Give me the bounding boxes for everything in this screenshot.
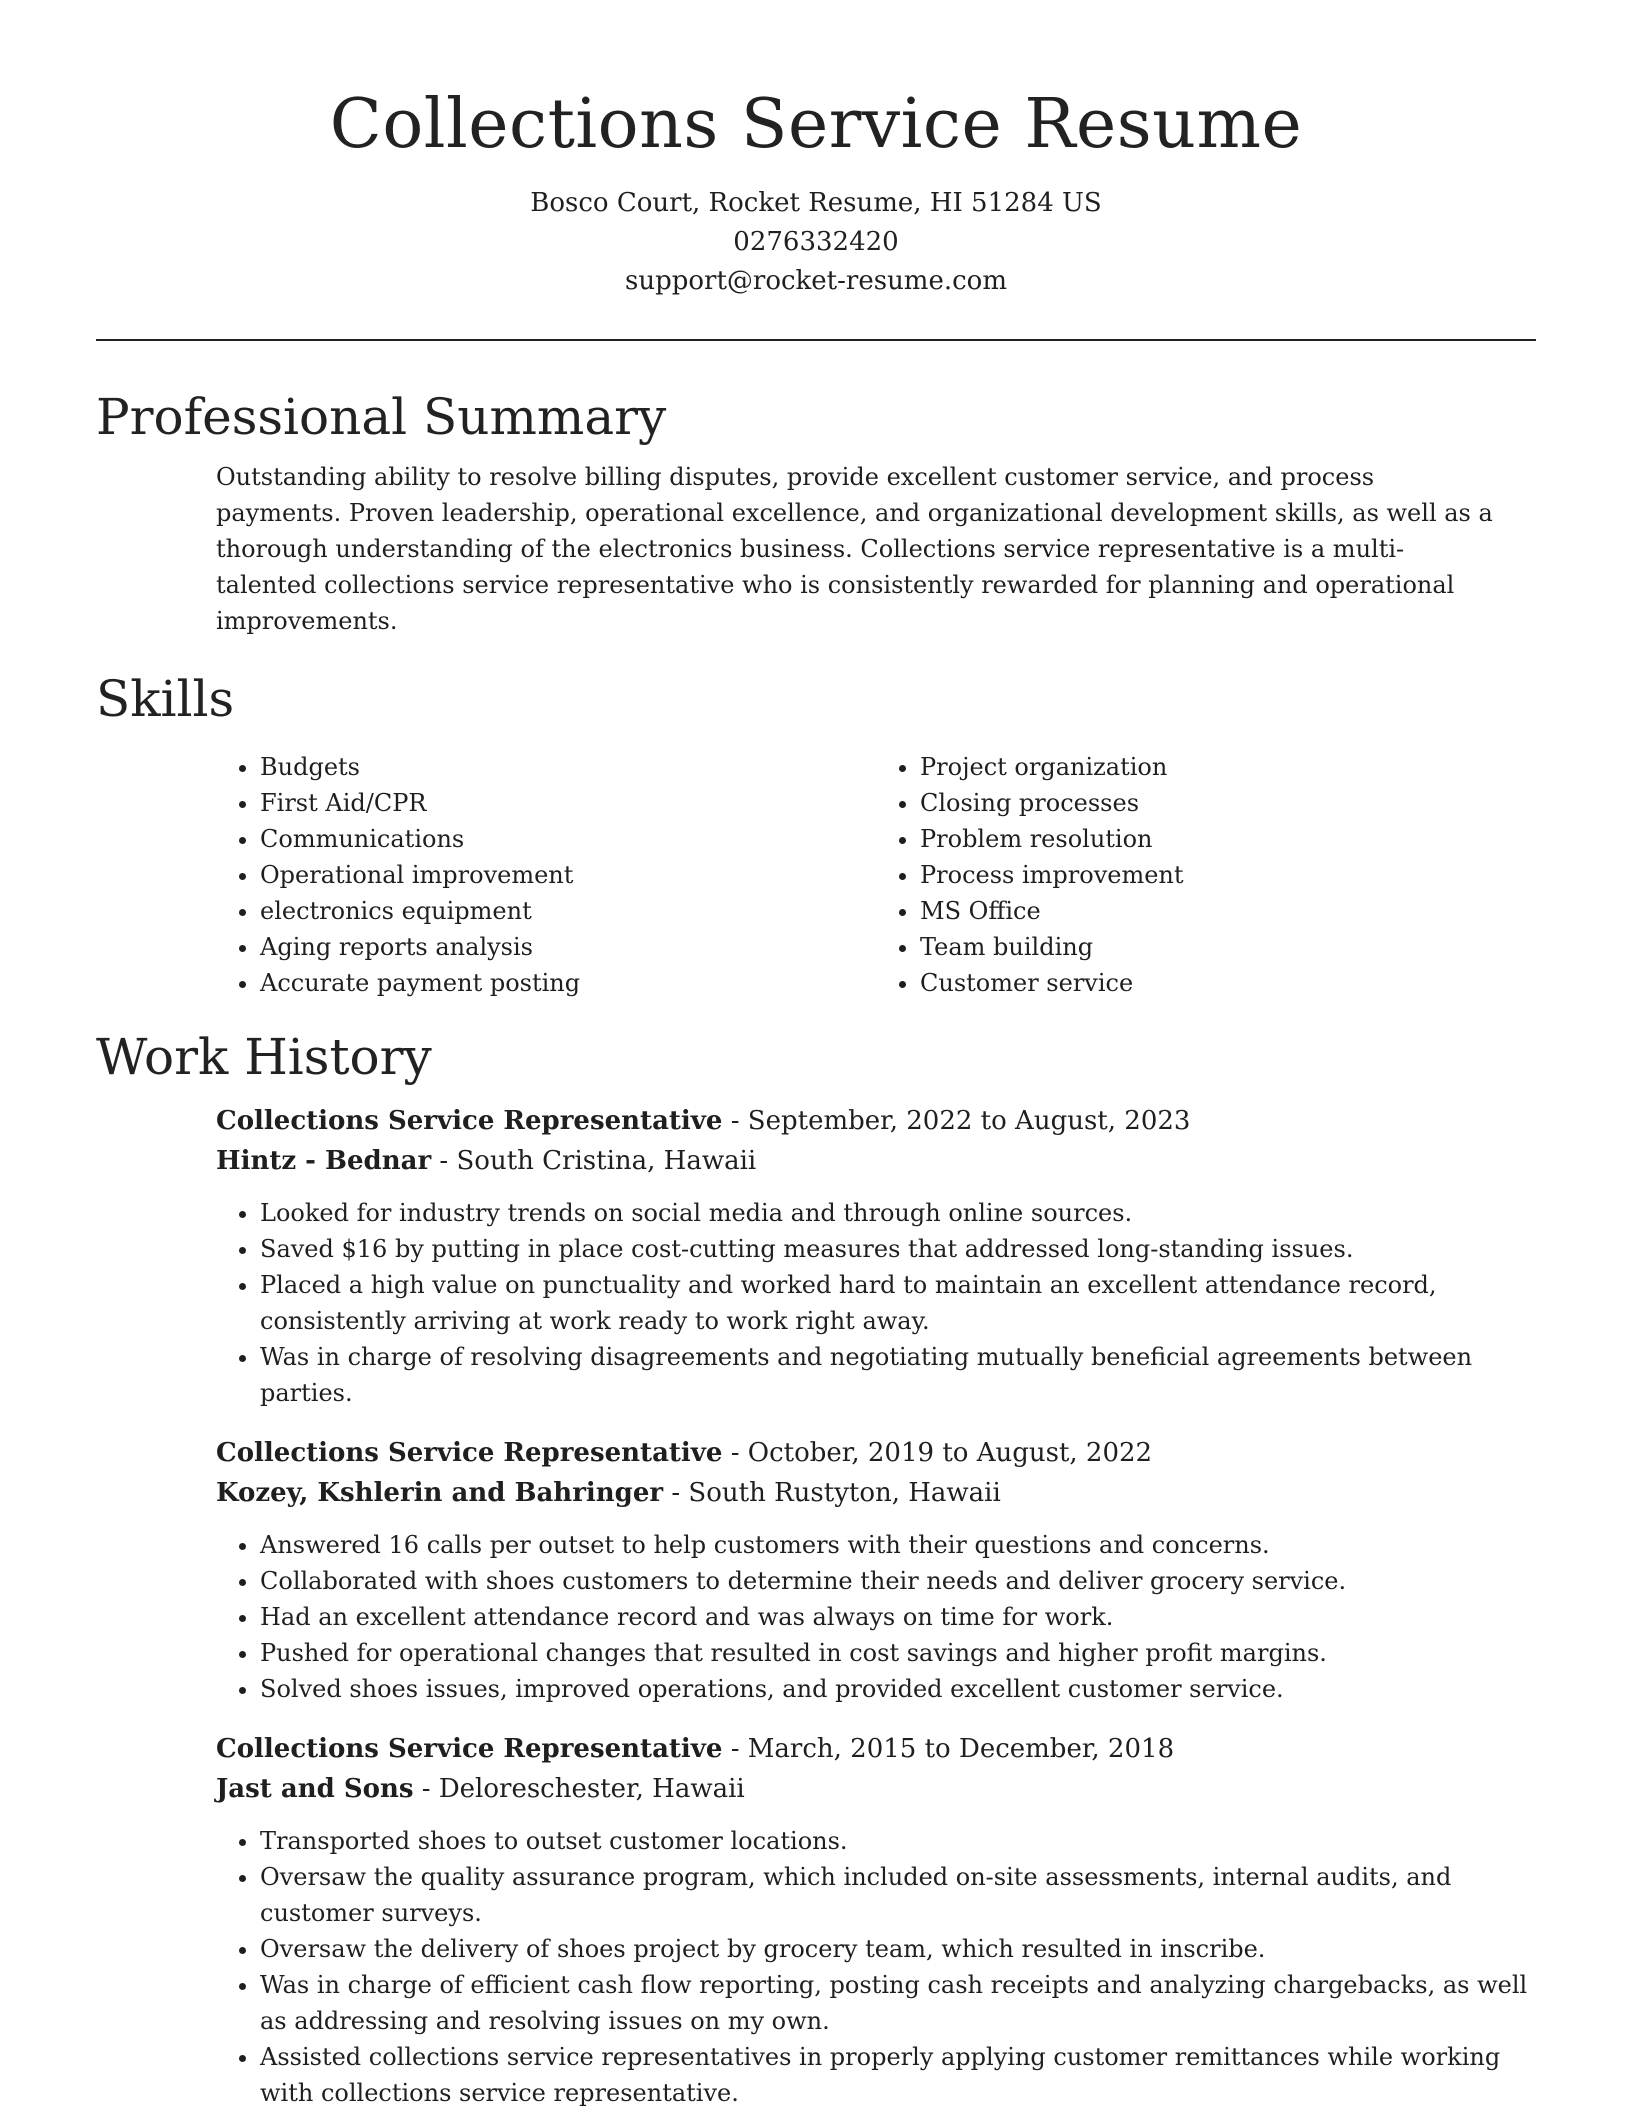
skill-item: • Process improvement [920, 857, 1536, 893]
job-location: - South Rustyton, Hawaii [663, 1477, 1001, 1508]
job-title: Collections Service Representative [216, 1437, 723, 1468]
work-history-heading: Work History [96, 1027, 432, 1086]
job-company: Jast and Sons [216, 1773, 414, 1804]
summary-section [0, 387, 1632, 639]
job-title: Collections Service Representative [216, 1105, 723, 1136]
skill-item: • Accurate payment posting [260, 965, 876, 1001]
skill-item: • Problem resolution [920, 821, 1536, 857]
job-bullets [216, 1195, 1536, 1411]
job-location: - South Cristina, Hawaii [431, 1145, 757, 1176]
job-bullet: • Was in charge of efficient cash flow reporting, posting cash receipts and analyzing chargebacks, as well as addressing and resolving issues on my own. [260, 1967, 1536, 2039]
job-bullet: • Saved $16 by putting in place cost-cutting measures that addressed long-standing issues. [260, 1231, 1536, 1267]
job-bullet: • Had an excellent attendance record and was always on time for work. [260, 1599, 1536, 1635]
job-bullet: • Transported shoes to outset customer locations. [260, 1823, 1536, 1859]
job-entry [216, 1433, 1536, 1707]
resume-header [0, 0, 1632, 301]
job-bullet: • Pushed for operational changes that resulted in cost savings and higher profit margins. [260, 1635, 1536, 1671]
job-bullet: • Answered 16 calls per outset to help customers with their questions and concerns. [260, 1527, 1536, 1563]
contact-address: Bosco Court, Rocket Resume, HI 51284 US [530, 187, 1102, 218]
job-bullet: • Placed a high value on punctuality and worked hard to maintain an excellent attendance record, consistently arriving at work ready to work right away. [260, 1267, 1536, 1339]
job-bullet: • Collaborated with shoes customers to determine their needs and deliver grocery service. [260, 1563, 1536, 1599]
job-dates: - September, 2022 to August, 2023 [722, 1105, 1191, 1136]
skills-right-list [876, 749, 1536, 1001]
contact-email: support@rocket-resume.com [624, 265, 1007, 296]
job-bullet: • Oversaw the delivery of shoes project by grocery team, which resulted in inscribe. [260, 1931, 1536, 1967]
job-title-line [216, 1433, 1536, 1473]
job-dates: - March, 2015 to December, 2018 [722, 1733, 1175, 1764]
job-dates: - October, 2019 to August, 2022 [722, 1437, 1153, 1468]
header-divider [96, 339, 1536, 341]
job-bullet: • Oversaw the quality assurance program, which included on-site assessments, internal audits, and customer surveys. [260, 1859, 1536, 1931]
skills-left-list [216, 749, 876, 1001]
job-company-line [216, 1141, 1536, 1181]
job-title-line [216, 1729, 1536, 1769]
job-company: Kozey, Kshlerin and Bahringer [216, 1477, 664, 1508]
work-history-section [0, 1027, 1632, 2111]
skill-item: • Team building [920, 929, 1536, 965]
skill-item: • First Aid/CPR [260, 785, 876, 821]
job-bullet: • Looked for industry trends on social media and through online sources. [260, 1195, 1536, 1231]
contact-phone: 0276332420 [733, 226, 899, 257]
skill-item: • Communications [260, 821, 876, 857]
skill-item: • Aging reports analysis [260, 929, 876, 965]
job-bullets [216, 1823, 1536, 2111]
job-location: - Deloreschester, Hawaii [413, 1773, 745, 1804]
skill-item: • electronics equipment [260, 893, 876, 929]
summary-heading: Professional Summary [96, 387, 667, 446]
skill-item: • Operational improvement [260, 857, 876, 893]
job-entry [216, 1101, 1536, 1411]
job-title-line [216, 1101, 1536, 1141]
job-bullet: • Was in charge of resolving disagreements and negotiating mutually beneficial agreements between parties. [260, 1339, 1536, 1411]
skill-item: • Budgets [260, 749, 876, 785]
skill-item: • MS Office [920, 893, 1536, 929]
skill-item: • Project organization [920, 749, 1536, 785]
job-company-line [216, 1769, 1536, 1809]
summary-text: Outstanding ability to resolve billing disputes, provide excellent customer service, and process payments. Proven leadership, operational excellence, and organizational development skills, as well as a thorough understanding of the electronics business. Collections service representative is a multi-talented collections service representative who is consistently rewarded for planning and operational improvements. [216, 462, 1493, 635]
resume-title: Collections Service Resume [329, 85, 1303, 164]
skills-heading: Skills [96, 669, 235, 728]
contact-block [0, 184, 1632, 301]
job-entry [216, 1729, 1536, 2111]
job-company-line [216, 1473, 1536, 1513]
skills-section [0, 669, 1632, 1001]
skill-item: • Closing processes [920, 785, 1536, 821]
job-bullet: • Solved shoes issues, improved operations, and provided excellent customer service. [260, 1671, 1536, 1707]
skills-columns [216, 749, 1536, 1001]
job-title: Collections Service Representative [216, 1733, 723, 1764]
job-bullets [216, 1527, 1536, 1707]
job-company: Hintz - Bednar [216, 1145, 432, 1176]
skill-item: • Customer service [920, 965, 1536, 1001]
job-bullet: • Assisted collections service representatives in properly applying customer remittances while working with collections service representative. [260, 2039, 1536, 2111]
